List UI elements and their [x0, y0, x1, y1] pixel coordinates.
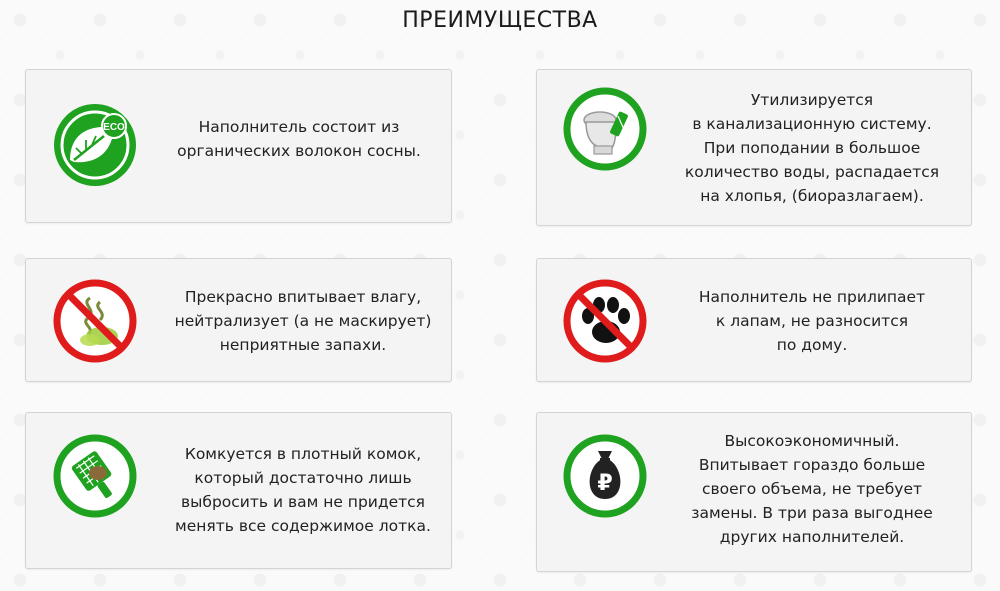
card-text: Высокоэкономичный. Впитывает гораздо больше своего объема, не требует замены. В три раза выгоднее других наполнителей. [691, 432, 933, 546]
toilet-icon [562, 86, 648, 172]
card-text: Наполнитель состоит из органических волокон сосны. [177, 118, 421, 160]
card-text: Утилизируется в канализационную систему. При поподании в большое количество воды, распадается на хлопья, (биоразлагаем). [684, 91, 940, 205]
svg-text:ECO: ECO [103, 122, 125, 133]
card-text: Комкуется в плотный комок, который достаточно лишь выбросить и вам не придется менять все содержимое лотка. [175, 445, 431, 535]
no-paw-icon [562, 278, 648, 364]
svg-text:₽: ₽ [597, 471, 613, 496]
no-odor-icon [52, 278, 138, 364]
advantage-card-clumping [25, 412, 452, 569]
card-text: Прекрасно впитывает влагу, нейтрализует (а не маскирует) неприятные запахи. [174, 288, 432, 354]
advantage-card-economical [536, 412, 972, 572]
advantage-card-paws [536, 258, 972, 382]
eco-leaf-icon [52, 102, 138, 188]
advantage-card-flushable [536, 69, 972, 226]
advantage-card-organic [25, 69, 452, 223]
ruble-money-bag-icon [562, 433, 648, 519]
card-text: Наполнитель не прилипает к лапам, не разносится по дому. [698, 288, 926, 354]
page-title: ПРЕИМУЩЕСТВА [402, 8, 598, 33]
advantage-card-odor [25, 258, 452, 382]
litter-scoop-icon [52, 433, 138, 519]
